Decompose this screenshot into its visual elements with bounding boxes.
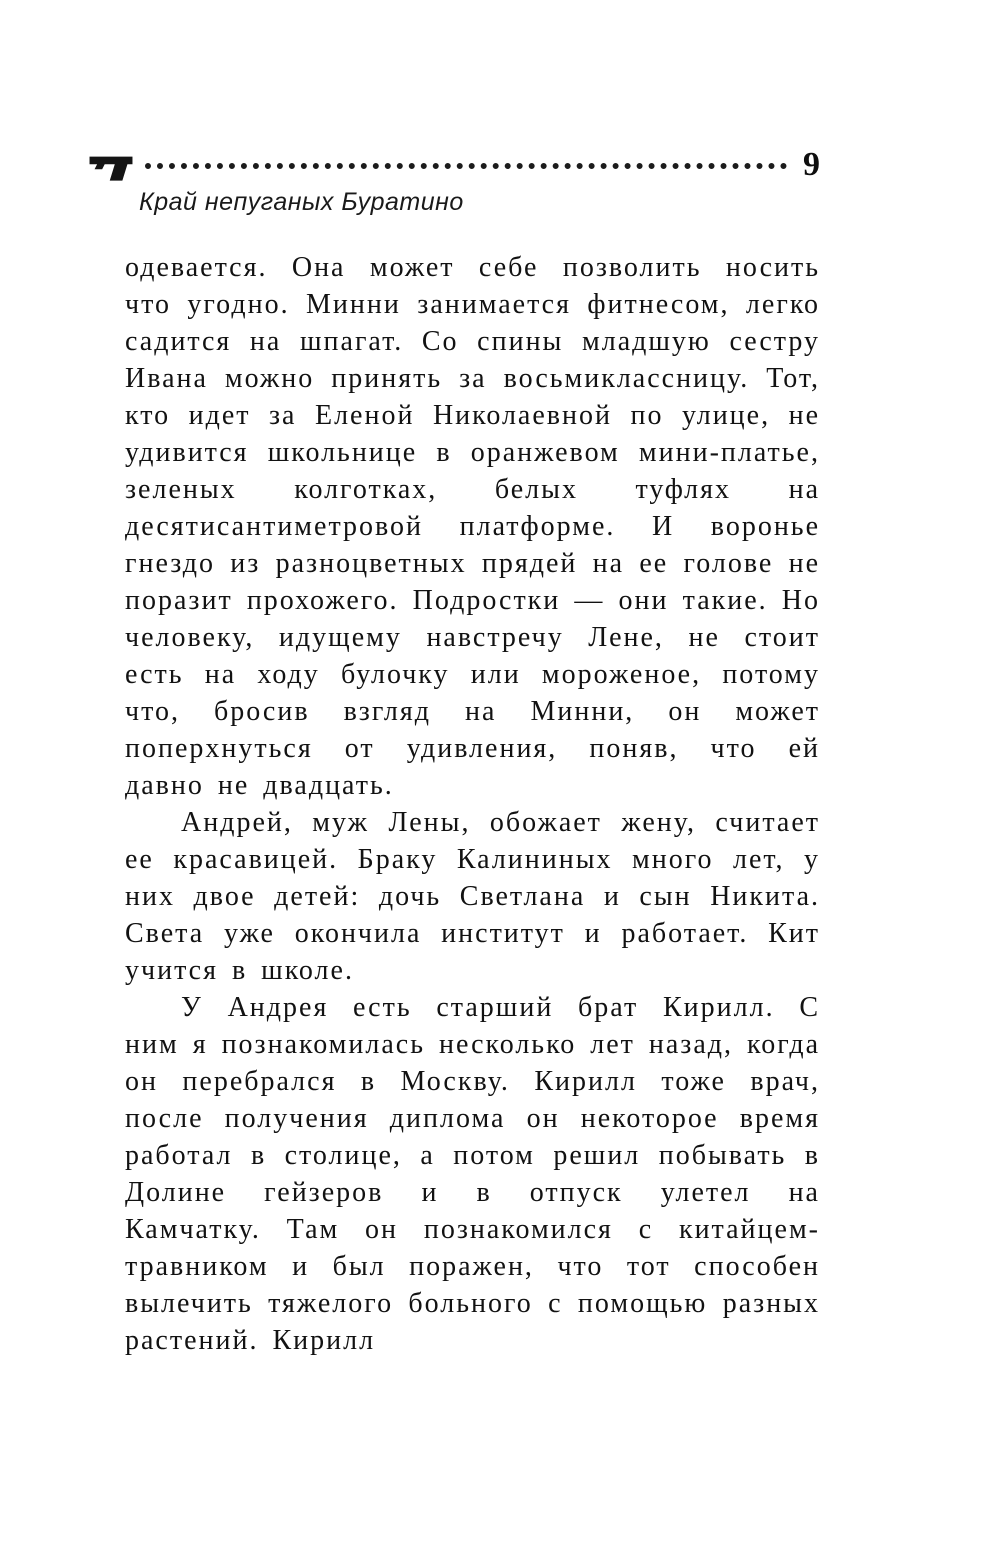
- paragraph: У Андрея есть старший брат Кирилл. С ним я познакомилась несколько лет назад, когда он перебрался в Москву. Кирилл тоже врач, после получения диплома он некоторое время работал в столице, а потом решил побывать в Долине гейзеров и в отпуск улетел на Камчатку. Там он познакомился с китайцем-травником и был поражен, что тот способен вылечить тяжелого больного с помощью разных растений. Кирилл: [125, 992, 820, 1356]
- page-header: [87, 148, 820, 217]
- header-rule: [87, 148, 820, 182]
- gun-icon: [87, 149, 135, 182]
- paragraph: Андрей, муж Лены, обожает жену, считает ее красавицей. Браку Калининых много лет, у них двое детей: дочь Светлана и сын Никита. Света уже окончила институт и работает. Кит учится в школе.: [125, 807, 820, 986]
- paragraph: одевается. Она может себе позволить носить что угодно. Минни занимается фитнесом, легко садится на шпагат. Со спины младшую сестру Ивана можно принять за восьмиклассницу. Тот, кто идет за Еленой Николаевной по улице, не удивится школьнице в оранжевом мини-платье, зеленых колготках, белых туфлях на десятисантиметровой платформе. И воронье гнездо из разноцветных прядей на ее голове не поразит прохожего. Подростки — они такие. Но человеку, идущему навстречу Лене, не стоит есть на ходу булочку или мороженое, потому что, бросив взгляд на Минни, он может поперхнуться от удивления, поняв, что ей давно не двадцать.: [125, 252, 820, 801]
- page-number: 9: [803, 146, 820, 183]
- dotted-rule: [145, 163, 787, 169]
- body-text: [125, 249, 820, 1359]
- running-title: Край непуганых Буратино: [139, 188, 464, 216]
